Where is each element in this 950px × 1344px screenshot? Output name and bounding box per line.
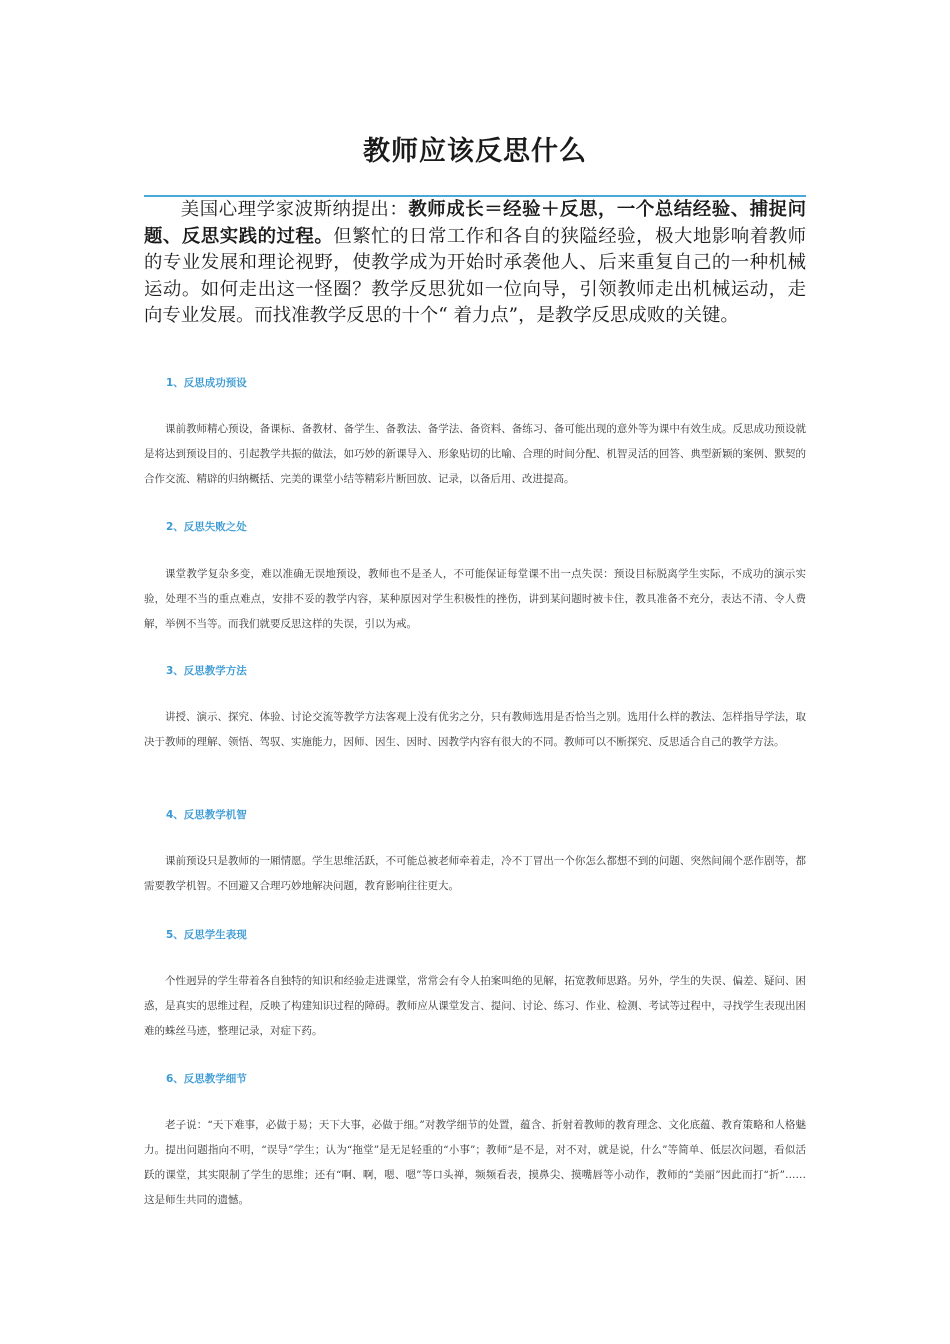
section-text-2: 课堂教学复杂多变，难以准确无误地预设，教师也不是圣人，不可能保证每堂课不出一点失误：预设目标脱离学生实际，不成功的演示实验，处理不当的重点难点，安排不妥的教学内容，某种原因对学生积极性的挫伤，讲到某问题时被卡住，教具准备不充分，表达不清、令人费解，举例不当等。而我们就要反思这样的失误，引以为戒。 <box>144 568 806 630</box>
section-text-5: 个性迥异的学生带着各自独特的知识和经验走进课堂，常常会有令人拍案叫绝的见解，拓宽教师思路。另外，学生的失误、偏差、疑问、困惑，是真实的思维过程，反映了构建知识过程的障碍。教师应从课堂发言、提问、讨论、练习、作业、检测、考试等过程中，寻找学生表现出困难的蛛丝马迹，整理记录，对症下药。 <box>144 975 806 1037</box>
section-heading-6: 6、反思教学细节 <box>166 1073 247 1085</box>
section-heading-1: 1、反思成功预设 <box>166 377 247 389</box>
section-text-3: 讲授、演示、探究、体验、讨论交流等教学方法客观上没有优劣之分，只有教师选用是否恰当之别。选用什么样的教法、怎样指导学法，取决于教师的理解、领悟、驾驭、实施能力，因师、因生、因时、因教学内容有很大的不同。教师可以不断探究、反思适合自己的教学方法。 <box>144 711 806 748</box>
intro-paragraph <box>144 197 806 330</box>
section-text-1: 课前教师精心预设，备课标、备教材、备学生、备教法、备学法、备资料、备练习、备可能出现的意外等为课中有效生成。反思成功预设就是将达到预设目的、引起教学共振的做法，如巧妙的新课导入、形象贴切的比喻、合理的时间分配、机智灵活的回答、典型新颖的案例、默契的合作交流、精辟的归纳概括、完美的课堂小结等精彩片断回放、记录，以备后用、改进提高。 <box>144 423 806 485</box>
intro-lead: 美国心理学家波斯纳提出： <box>180 199 409 220</box>
section-heading-3: 3、反思教学方法 <box>166 665 247 677</box>
section-text-6: 老子说：“天下难事，必做于易；天下大事，必做于细。”对教学细节的处置，蕴含、折射着教师的教育理念、文化底蕴、教育策略和人格魅力。提出问题指向不明，“误导”学生；认为“拖堂”是无足轻重的“小事”；教师“是不是，对不对，就是说，什么”等简单、低层次问题，看似活跃的课堂，其实限制了学生的思维；还有“啊、啊，嗯、嗯”等口头禅，频频看表，摸鼻尖、摸嘴唇等小动作，教师的“美丽”因此而打“折”……这是师生共同的遗憾。 <box>144 1119 806 1206</box>
section-heading-2: 2、反思失败之处 <box>166 521 247 533</box>
section-heading-4: 4、反思教学机智 <box>166 809 247 821</box>
section-heading-5: 5、反思学生表现 <box>166 929 247 941</box>
intro-emphasis: 教师成长＝经验＋反思，一个总结经验、捕捉问题、反思实践的过程。 <box>144 199 806 247</box>
intro-rest: 但繁忙的日常工作和各自的狭隘经验，极大地影响着教师的专业发展和理论视野，使教学成为开始时承袭他人、后来重复自己的一种机械运动。如何走出这一怪圈？教学反思犹如一位向导，引领教师走出机械运动，走向专业发展。而找准教学反思的十个“ 着力点”，是教学反思成败的关键。 <box>144 225 806 326</box>
section-text-4: 课前预设只是教师的一厢情愿。学生思维活跃，不可能总被老师牵着走，冷不丁冒出一个你怎么都想不到的问题、突然间闹个恶作剧等，都需要教学机智。不回避又合理巧妙地解决问题，教育影响往往更大。 <box>144 855 806 892</box>
document-title: 教师应该反思什么 <box>363 136 587 167</box>
